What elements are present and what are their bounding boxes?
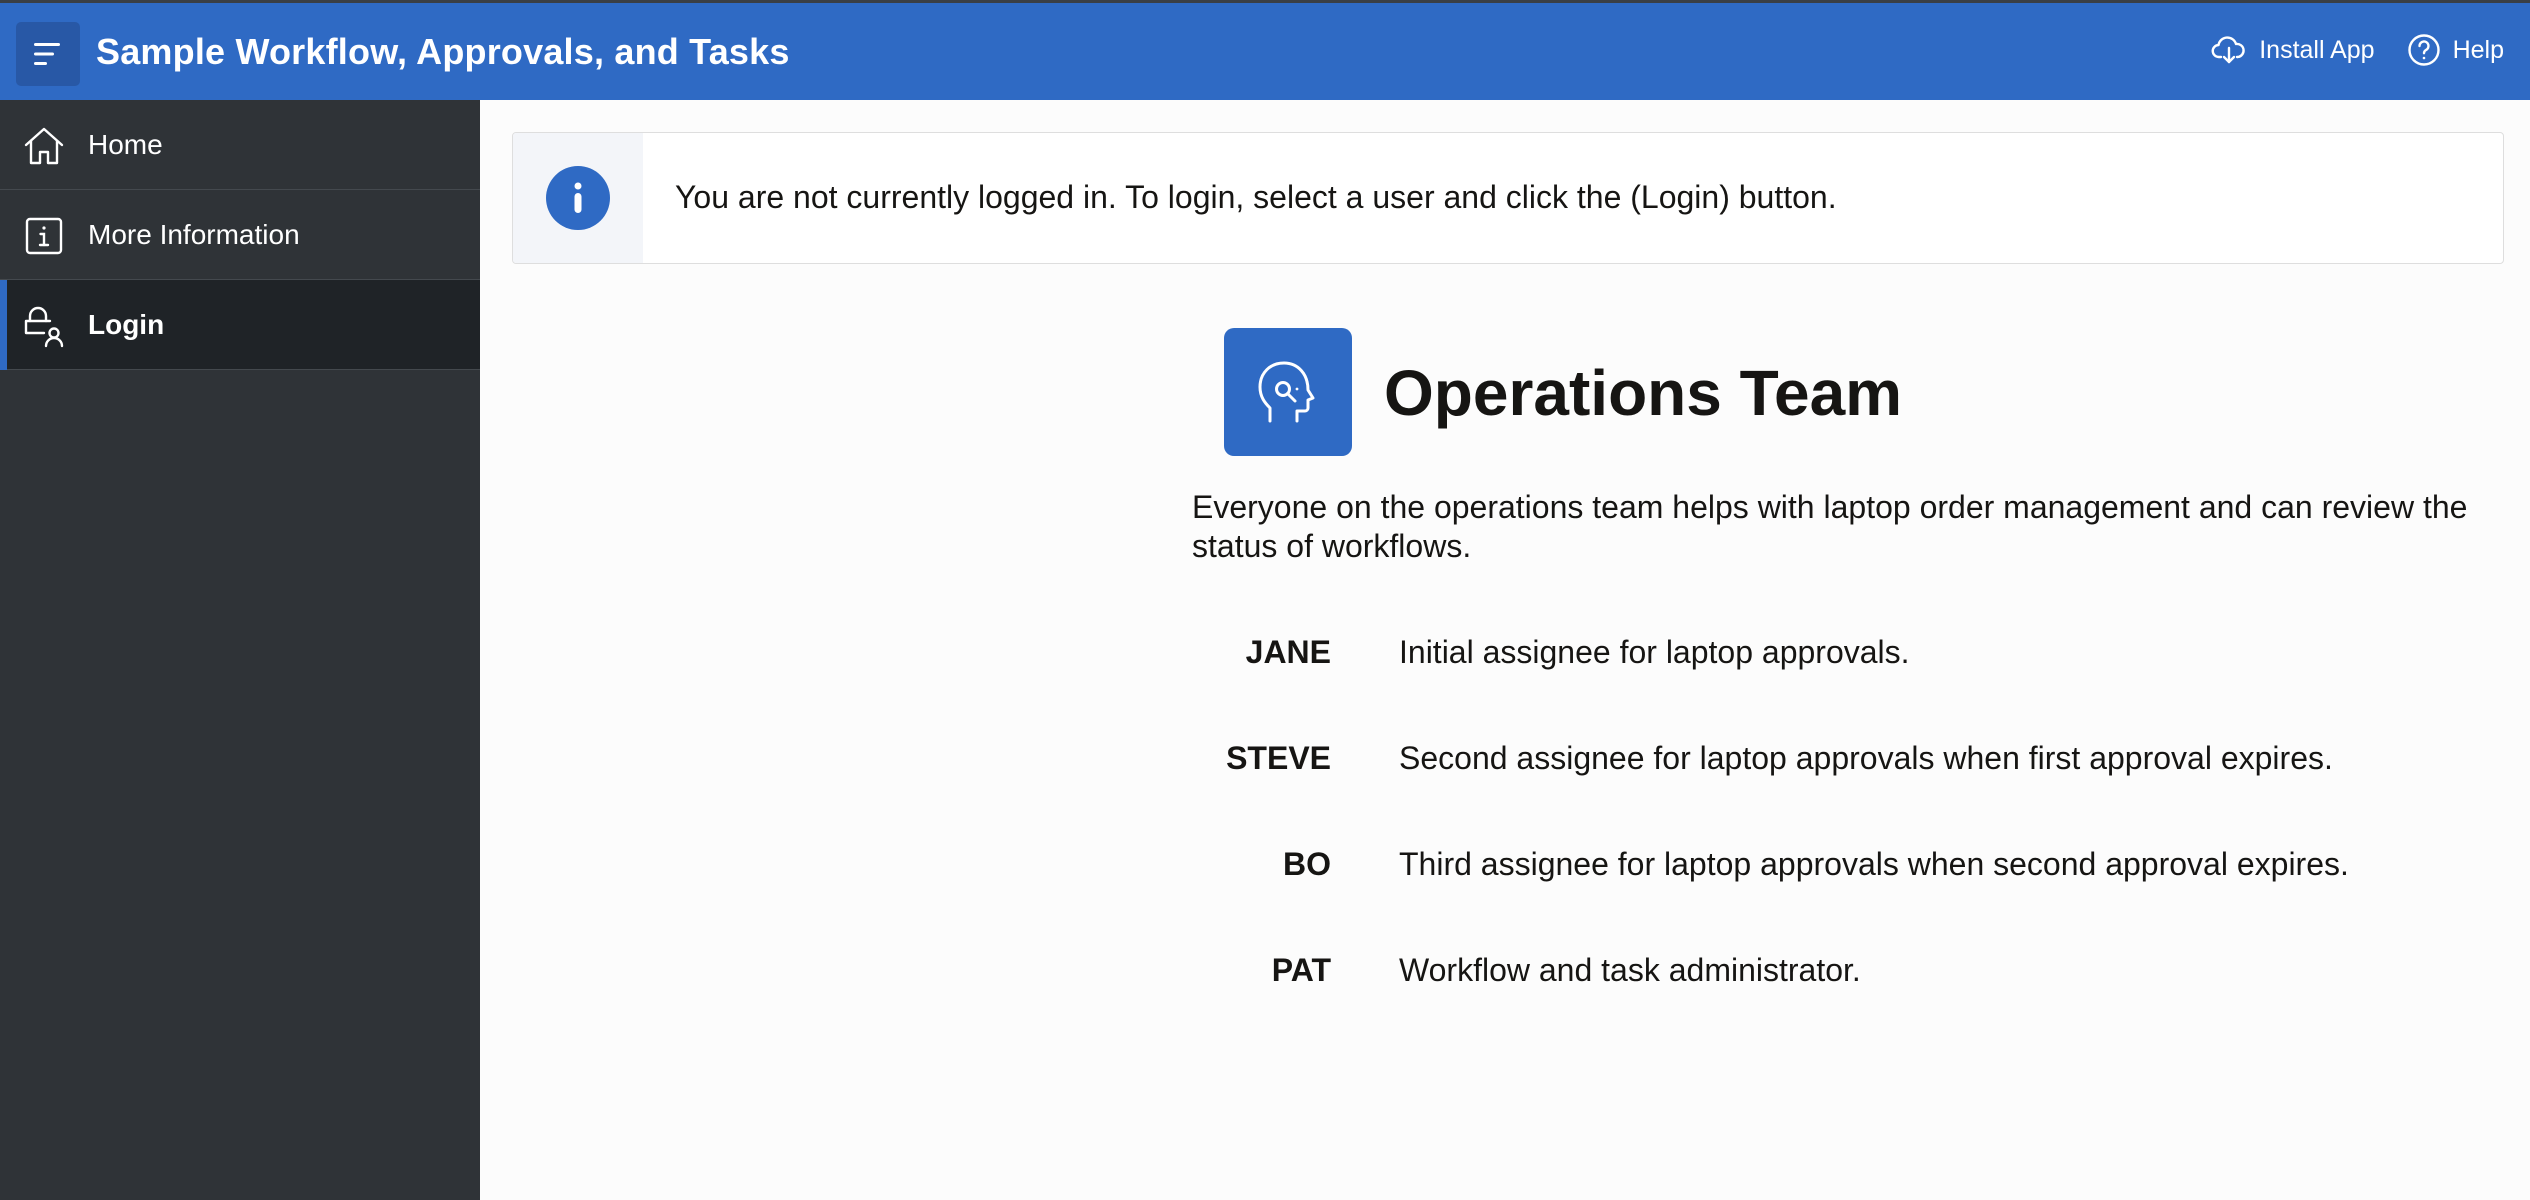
alert-message: You are not currently logged in. To login, select a user and click the (Login) button. <box>675 179 1837 215</box>
member-role: Second assignee for laptop approvals when first approval expires. <box>1399 740 2333 776</box>
help-circle-icon <box>2407 33 2441 67</box>
sidebar-item-home[interactable] <box>0 100 480 190</box>
header-actions <box>2211 33 2504 67</box>
info-icon <box>546 166 610 230</box>
app-header <box>0 0 2530 100</box>
home-icon <box>22 124 66 168</box>
member-role: Workflow and task administrator. <box>1399 952 1861 988</box>
sidebar-item-login[interactable] <box>0 280 480 370</box>
team-title: Operations Team <box>1384 357 1903 429</box>
member-role: Third assignee for laptop approvals when second approval expires. <box>1399 846 2349 882</box>
sidebar-item-label: More Information <box>88 219 300 250</box>
install-app-button[interactable] <box>2211 35 2374 65</box>
sidebar-item-more-information[interactable] <box>0 190 480 280</box>
menu-toggle-button[interactable] <box>16 22 80 86</box>
member-name: JANE <box>1245 634 1331 670</box>
member-row <box>1192 952 2512 996</box>
help-button[interactable] <box>2407 33 2504 67</box>
member-name: PAT <box>1271 952 1331 988</box>
member-row <box>1192 634 2512 678</box>
alert-icon-container <box>513 133 643 263</box>
hamburger-menu-icon <box>32 41 64 67</box>
team-description: Everyone on the operations team helps with laptop order management and can review the status of workflows. <box>1192 489 2468 564</box>
app-title[interactable]: Sample Workflow, Approvals, and Tasks <box>96 31 790 72</box>
sidebar-item-label: Home <box>88 129 163 160</box>
member-row <box>1192 740 2512 784</box>
member-row <box>1192 846 2512 890</box>
sidebar-nav <box>0 100 480 1200</box>
member-name: BO <box>1283 846 1331 882</box>
team-logo <box>1224 328 1352 456</box>
help-label: Help <box>2452 35 2504 64</box>
member-name: STEVE <box>1226 740 1331 776</box>
install-app-label: Install App <box>2259 35 2375 64</box>
info-icon <box>22 214 66 258</box>
lock-user-icon <box>22 304 66 348</box>
sidebar-item-label: Login <box>88 309 165 340</box>
member-role: Initial assignee for laptop approvals. <box>1399 634 1910 670</box>
head-gear-icon <box>1251 355 1325 429</box>
cloud-download-icon <box>2211 35 2247 65</box>
info-alert <box>512 132 2504 264</box>
